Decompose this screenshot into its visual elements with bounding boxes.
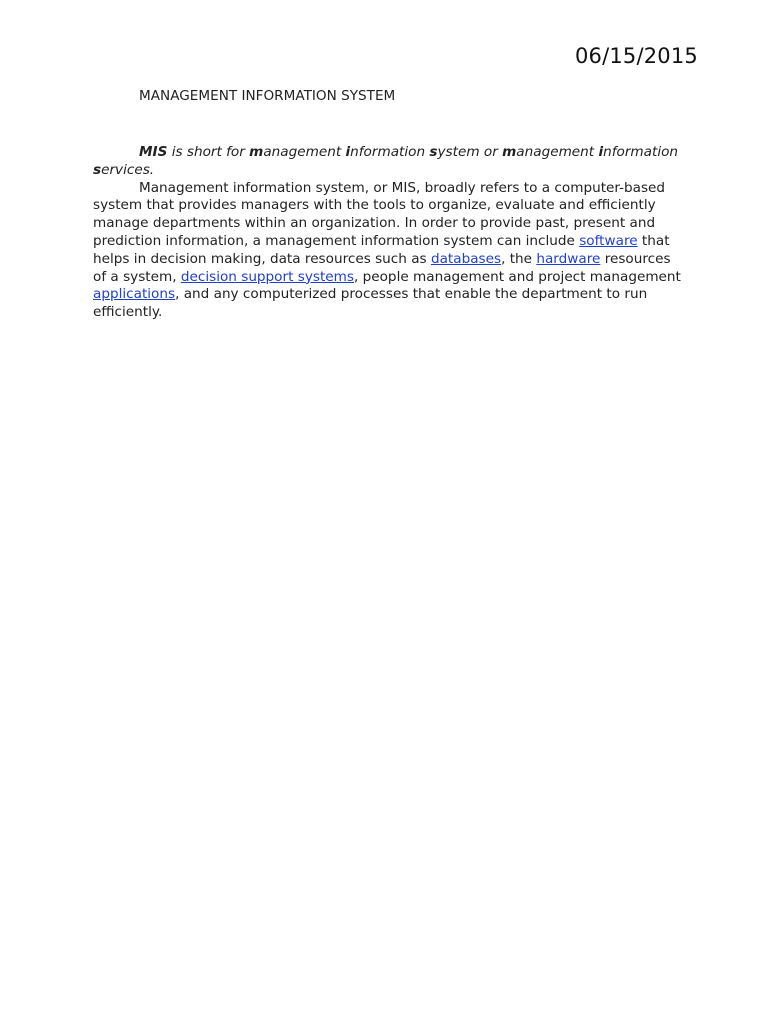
definition-text: ystem or [437, 144, 503, 160]
paragraph-text: Management information system, or MIS, broadly refers to a computer-based system that provides managers with the tools to organize, evaluate and efficiently manage departments within an organization. In order to provide past, present and prediction information, a management information system can include [93, 179, 666, 249]
definition-text: nformation [350, 144, 430, 160]
document-date: 06/15/2015 [574, 44, 698, 68]
definition-paragraph [93, 144, 683, 180]
definition-text: anagement [263, 144, 346, 160]
document-heading: MANAGEMENT INFORMATION SYSTEM [139, 88, 396, 104]
acronym-letter-m: m [502, 144, 517, 160]
definition-term: MIS [139, 144, 168, 160]
paragraph-text: , and any computerized processes that enable the department to run efficiently. [93, 286, 648, 321]
description-paragraph [93, 180, 683, 322]
paragraph-text: , people management and project management [353, 268, 681, 285]
paragraph-text: , the [501, 250, 537, 267]
definition-text: is short for [167, 144, 250, 160]
acronym-letter-i: i [598, 144, 604, 160]
acronym-letter-s: s [93, 161, 102, 178]
acronym-letter-s: s [429, 144, 438, 160]
hardware-link[interactable]: hardware [536, 250, 601, 267]
databases-link[interactable]: databases [430, 250, 502, 267]
paragraph-text: resources of a system, [93, 250, 671, 285]
definition-text: nformation [603, 144, 679, 160]
applications-link[interactable]: applications [93, 286, 176, 303]
acronym-letter-i: i [345, 144, 351, 160]
definition-text: anagement [516, 144, 599, 160]
definition-text: ervices. [101, 161, 155, 178]
document-body [93, 144, 683, 322]
paragraph-text: that helps in decision making, data resources such as [93, 232, 670, 267]
software-link[interactable]: software [579, 232, 638, 249]
acronym-letter-m: m [249, 144, 264, 160]
decision-support-systems-link[interactable]: decision support systems [180, 268, 354, 285]
